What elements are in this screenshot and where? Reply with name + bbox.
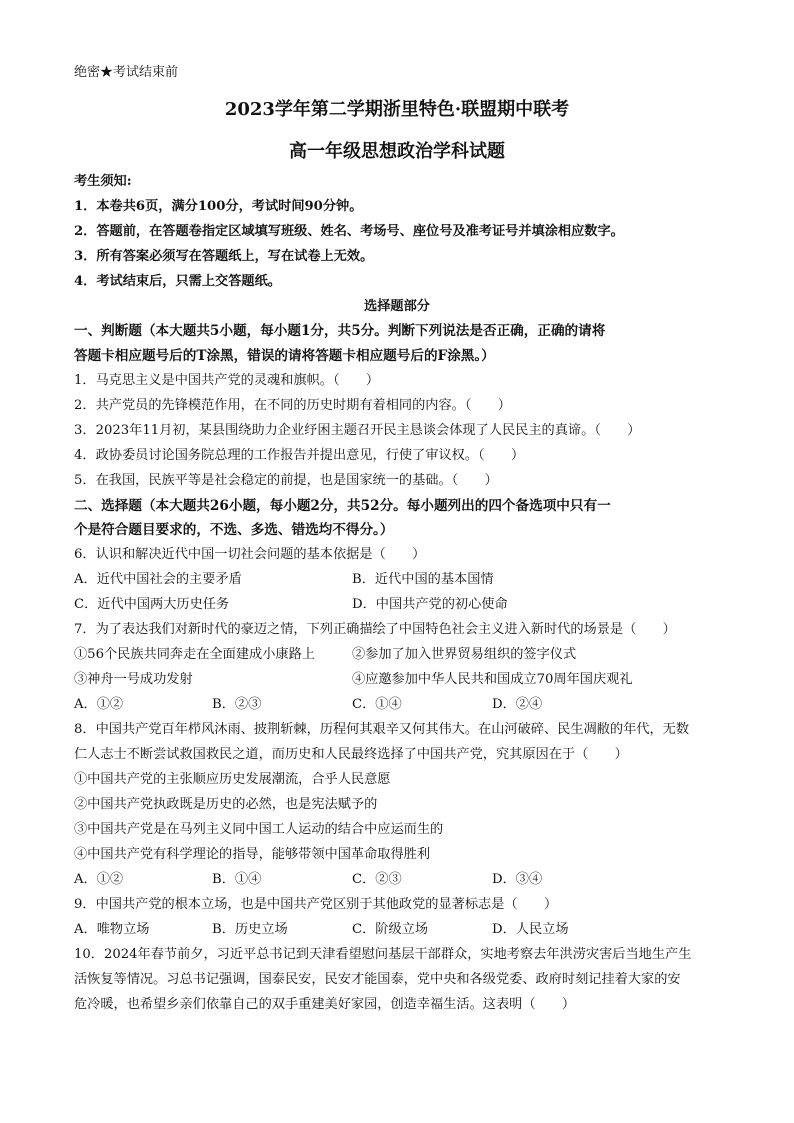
q9-option-a: A．唯物立场 <box>74 922 150 937</box>
q7-option-c: C．①④ <box>352 697 402 712</box>
notice-item: 1．本卷共6页，满分100分，考试时间90分钟。 <box>74 199 363 214</box>
q8-option-c: C．②③ <box>352 872 402 887</box>
q7-option-d: D．②④ <box>492 697 543 712</box>
question-9-stem: 9．中国共产党的根本立场，也是中国共产党区别于其他政党的显著标志是（ ） <box>74 897 558 912</box>
question-1: 1．马克思主义是中国共产党的灵魂和旗帜。（ ） <box>74 373 380 388</box>
question-6-stem: 6．认识和解决近代中国一切社会问题的基本依据是（ ） <box>74 547 426 562</box>
q9-option-b: B．历史立场 <box>212 922 288 937</box>
exam-subtitle: 高一年级思想政治学科试题 <box>289 141 505 162</box>
part1-heading-cont: 答题卡相应题号后的T涂黑，错误的请将答题卡相应题号后的F涂黑。） <box>74 348 495 364</box>
section-title: 选择题部分 <box>364 299 430 314</box>
q7-statement-4: ④应邀参加中华人民共和国成立70周年国庆观礼 <box>352 672 633 687</box>
question-5: 5．在我国，民族平等是社会稳定的前提，也是国家统一的基础。（ ） <box>74 473 498 488</box>
q9-option-d: D．人民立场 <box>492 922 569 937</box>
q8-statement-2: ②中国共产党执政既是历史的必然，也是宪法赋予的 <box>74 797 378 812</box>
q6-option-c: C．近代中国两大历史任务 <box>74 597 230 612</box>
exam-title: 2023学年第二学期浙里特色·联盟期中联考 <box>224 99 570 120</box>
question-10-stem-end: 危冷暖，也希望乡亲们依靠自己的双手重建美好家园，创造幸福生活。这表明（ ） <box>74 997 576 1012</box>
q7-option-a: A．①② <box>74 697 124 712</box>
notice-item: 3．所有答案必须写在答题纸上，写在试卷上无效。 <box>74 249 374 264</box>
question-8-stem: 8．中国共产党百年栉风沐雨、披荆斩棘，历程何其艰辛又何其伟大。在山河破碎、民生凋敝的年代，无数 <box>74 722 690 737</box>
part2-heading: 二、选择题（本大题共26小题，每小题2分，共52分。每小题列出的四个备选项中只有一 <box>74 498 611 514</box>
q7-statement-1: ①56个民族共同奔走在全面建成小康路上 <box>74 647 315 662</box>
q8-option-b: B．①④ <box>212 872 262 887</box>
question-8-stem-cont: 仁人志士不断尝试救国救民之道，而历史和人民最终选择了中国共产党，究其原因在于（ ） <box>74 747 628 762</box>
q9-option-c: C．阶级立场 <box>352 922 429 937</box>
notice-item: 4．考试结束后，只需上交答题纸。 <box>74 274 281 289</box>
q7-option-b: B．②③ <box>212 697 262 712</box>
q7-statement-2: ②参加了加入世界贸易组织的签字仪式 <box>352 647 577 662</box>
notice-heading: 考生须知: <box>74 174 132 189</box>
part1-heading: 一、判断题（本大题共5小题，每小题1分，共5分。判断下列说法是否正确，正确的请将 <box>74 323 606 339</box>
q8-option-d: D．③④ <box>492 872 543 887</box>
q8-statement-4: ④中国共产党有科学理论的指导，能够带领中国革命取得胜利 <box>74 847 431 862</box>
question-10-stem-cont: 活恢复等情况。习总书记强调，国泰民安，民安才能国泰，党中央和各级党委、政府时刻记挂着大家的安 <box>74 972 681 987</box>
q7-statement-3: ③神舟一号成功发射 <box>74 672 193 687</box>
confidential-label: 绝密★考试结束前 <box>74 65 179 80</box>
q8-option-a: A．①② <box>74 872 124 887</box>
question-3: 3．2023年11月初，某县围绕助力企业纾困主题召开民主恳谈会体现了人民民主的真谛。（ ） <box>74 423 641 438</box>
question-2: 2．共产党员的先锋模范作用，在不同的历史时期有着相同的内容。（ ） <box>74 398 511 413</box>
q6-option-a: A．近代中国社会的主要矛盾 <box>74 572 242 587</box>
notice-item: 2．答题前，在答题卷指定区域填写班级、姓名、考场号、座位号及准考证号并填涂相应数字。 <box>74 224 624 239</box>
question-7-stem: 7．为了表达我们对新时代的豪迈之情，下列正确描绘了中国特色社会主义进入新时代的场景是（ ） <box>74 622 676 637</box>
q6-option-b: B．近代中国的基本国情 <box>352 572 494 587</box>
part2-heading-cont: 个是符合题目要求的，不选、多选、错选均不得分。） <box>74 522 394 538</box>
question-10-stem: 10．2024年春节前夕，习近平总书记到天津看望慰问基层干部群众，实地考察去年洪涝灾害后当地生产生 <box>74 947 692 962</box>
question-4: 4．政协委员讨论国务院总理的工作报告并提出意见，行使了审议权。（ ） <box>74 448 525 463</box>
q8-statement-3: ③中国共产党是在马列主义同中国工人运动的结合中应运而生的 <box>74 822 444 837</box>
q8-statement-1: ①中国共产党的主张顺应历史发展潮流，合乎人民意愿 <box>74 772 391 787</box>
q6-option-d: D．中国共产党的初心使命 <box>352 597 508 612</box>
